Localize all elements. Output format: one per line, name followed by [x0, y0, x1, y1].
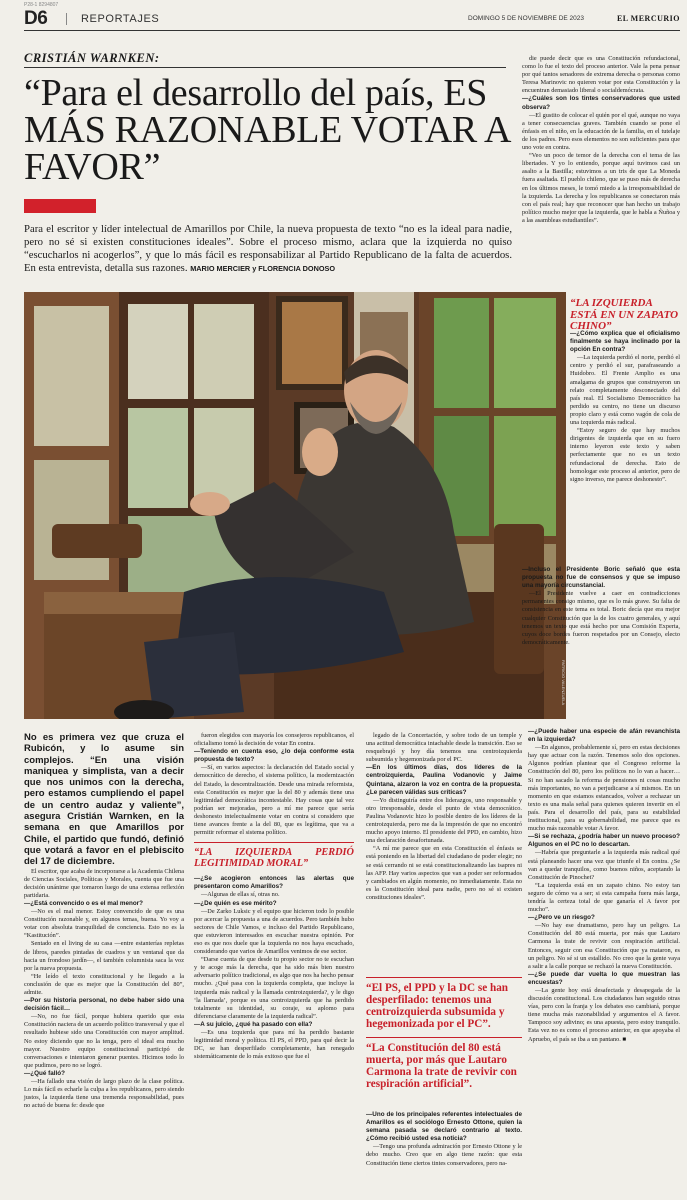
column-3 [366, 732, 522, 902]
question: —Por su historia personal, no debe haber sido una decisión fácil… [24, 997, 184, 1013]
paragraph: —En algunos, probablemente sí, pero en estas decisiones hay que actuar con la razón. Tenemos solo dos opciones. Algunos podrían plantear que el Congreso reforme la Constitución del 80, pero los políticos no lo van a hacer… Si no han sacado la reforma de pensiones ni cosas mucho más importantes, no van a perjudicarse a sí mismos. En un momento en que estamos estancados, volver a rechazar un texto es una mala señal para quienes quieren invertir en el país. Para el desarrollo del país, para su estabilidad institucional, para su gobernabilidad, me parece que es mucho más razonable votar A favor. [528, 744, 680, 833]
lede [24, 223, 512, 275]
right-column-top [522, 55, 680, 225]
paragraph: “A mí me parece que en esta Constitución el énfasis se está poniendo en la libertad del ciudadano de poder elegir; no se está cerrando ni se está constitucionalizando las isapres ni las AFP. Hay varios aspectos que van a poder ser reformados y cambiados en algún momento, no inmediatamente. Esta no es la Constitución ideal para nadie, pero no sé si existen constituciones ideales”. [366, 845, 522, 901]
paragraph: —La gente hoy está desafectada y desapegada de la discusión constitucional. Los ciudadanos han seguido otras vías, pero con la franja y los debates eso cambiará, porque tiene mucha más razonabilidad y argumentos el A favor. Tampoco soy adivino; es una apuesta, pero estoy tranquilo. Esta vez no es como el proceso anterior, en que apoyaba el Apruebo, el país se iba a un pantano. ■ [528, 987, 680, 1043]
column-4 [528, 728, 680, 1044]
photo-credit: PATRICIO VALENZUELA [561, 660, 566, 706]
question: —¿Pero ve un riesgo? [528, 914, 595, 922]
question: —¿De quién es ese mérito? [194, 899, 277, 907]
paragraph: —Algunas de ellas sí, otras no. [201, 891, 280, 899]
column-3-bottom [366, 1111, 522, 1168]
question: —¿Cuáles son los tintes conservadores que usted observa? [522, 95, 680, 111]
side-column [570, 330, 680, 484]
kicker-rule [24, 67, 506, 68]
question: —En los últimos días, dos líderes de la centroizquierda, Paulina Vodanovic y Jaime Quintana, alzaron la voz en contra de la propuesta. ¿Le parecen válidas sus críticas? [366, 764, 522, 796]
column-1 [24, 732, 184, 1110]
pull-quote-2: “La Constitución del 80 está muerta, por más que Lautaro Carmona la trate de revivir con respiración artificial”. [366, 1037, 522, 1090]
paragraph: —Ha fallado una visión de largo plazo de la clase política. Lo más fácil es echarle la culpa a los republicanos, pero siendo justos, la izquierda tiene una tremenda responsabilidad, pues no actuó de buena fe: desde que [24, 1078, 184, 1110]
paragraph: legado de la Concertación, y sobre todo de un temple y una actitud democrática intachable desde la transición. Eso se resquebrajó y hoy día tenemos una centroizquierda subsumida y hegemonizada por el PC. [366, 732, 522, 764]
paragraph: “Veo un poco de temor de la derecha con el tema de las libertades. Y yo lo entiendo, porque aquí tuvimos casi un asalto a la Bastilla; estuvimos a un tris de que La Moneda fuera asaltada. El pueblo chileno, que se puso más de derecha en los últimos meses, le tomó miedo a la irresponsabilidad de la izquierda. La derecha y los republicanos se conectaron más con el país real; hay que reconocer que han hecho un trabajo político mucho mejor que la izquierda, que le habla a Ñuñoa y a las asambleas estudiantiles”. [522, 152, 680, 224]
paragraph: fueron elegidos con mayoría los consejeros republicanos, el oficialismo tomó la decisión de votar En contra. [194, 732, 354, 748]
paragraph: —Es una izquierda que para mí ha perdido bastante legitimidad moral y política. El PS, el PPD, para qué decir la DC, se han desperfilado completamente, han renegado sistemáticamente de lo más exitoso que fue el [194, 1029, 354, 1061]
byline: MARIO MERCIER y FLORENCIA DONOSO [190, 264, 336, 274]
pull-quote-1: “El PS, el PPD y la DC se han desperfilado: tenemos una centroizquierda subsumida y hegemonizada por el PC”. [366, 977, 522, 1030]
question: —A su juicio, ¿qué ha pasado con ella? [194, 1020, 313, 1028]
paragraph: —El Presidente vuelve a caer en contradicciones permanentes consigo mismo, que es lo más grave. Su falta de consistencia en este tema es total. Boric decía que era mejor cualquier Constitución que la de los cuatro generales, y aquí tenemos un texto que está hecho por una Comisión Experta, cuyos doce bordes fueron respetados por un Consejo, electo democráticamente. [522, 590, 680, 646]
page-header [24, 8, 680, 31]
paragraph: —La izquierda perdió el norte, perdió el centro y perdió el sur, parafraseando a Huidobro. El Frente Amplio es una amalgama de grupos que construyeron un relato completamente desconectado del país real. El Socialismo Democrático ha perdido su centro, no tiene un discurso propio claro y está como vagón de cola de una izquierda más radical. [570, 354, 680, 427]
page-code: P28-1 8294807 [24, 2, 59, 8]
paragraph: “La izquierda está en un zapato chino. No estoy tan seguro de cómo va a ser; si esta campaña fuera más larga, tendría la certeza total de que ganaría el A favor por mucho”. [528, 881, 680, 914]
paragraph: Sentado en el living de su casa —entre estanterías repletas de libros, paredes pintadas de cuadros y un ventanal que da hacia un frondoso jardín—, el también columnista saca la voz por la nueva propuesta. [24, 940, 184, 972]
question: —¿Está convencido o es el mal menor? [24, 899, 143, 907]
paragraph: “Darse cuenta de que desde tu propio sector no te escuchan y te acoge más la derecha, que ha sido más bien nuestro adversario político tradicional, es algo que nos ha hecho pensar mucho. ¿Qué pasa con la izquierda completa, que incluye la izquierda más radical y la llamada centroizquierda?, y le digo ‘la llamada’, porque es una centroizquierda que ha perdido totalmente su identidad, su coraje, su aplomo para diferenciarse claramente de la izquierda radical”. [194, 956, 354, 1020]
paragraph: “Estoy seguro de que hay muchos dirigentes de izquierda que en su fuero interno leyeron este texto y saben perfectamente que no es un texto refundacional de derecha. Esto de homologar este proceso al anterior, pero de signo inverso, me parece deshonesto”. [570, 427, 680, 483]
accent-bar [24, 199, 96, 213]
column-2-body-b [194, 875, 354, 1061]
question: —¿Se puede dar vuelta lo que muestran las encuestas? [528, 970, 680, 986]
paragraph: El escritor, que acaba de incorporarse a la Academia Chilena de Ciencias Sociales, Políticas y Morales, cuenta que fue una decisión unánime que tomaron luego de una extensa reflexión partidaria. [24, 867, 184, 899]
paragraph: die puede decir que es una Constitución refundacional, como lo fue el texto del proceso anterior. Vale la pena pensar por qué tantos senadores de extrema derecha o personas como Teresa Marinovic no quieren votar por esta Constitución y la encuentran demasiado liberal o socialdemócrata. [522, 55, 680, 95]
page-number: D6 [24, 8, 48, 29]
question: —Uno de los principales referentes intelectuales de Amarillos es el sociólogo Ernesto Ottone, quien la semana pasada se declaró contrario al texto. ¿Cómo recibió usted esa noticia? [366, 1111, 522, 1143]
column-2-body [194, 732, 354, 837]
paragraph: “He leído el texto constitucional y he llegado a la conclusión de que es mejor que la Constitución del 80”, admite. [24, 972, 184, 996]
question: —Incluso el Presidente Boric señaló que esta propuesta no fue de consensos y que se impuso una mayoría circunstancial. [522, 566, 680, 590]
question: —¿Qué falló? [24, 1069, 65, 1077]
section-name: REPORTAJES [66, 13, 159, 25]
kicker: CRISTIÁN WARNKEN: [24, 51, 160, 65]
paragraph: —Tengo una profunda admiración por Ernesto Ottone y le debo mucho. Creo que en algo tiene razón: que esta Constitución tiene ciertos tintes conservadores, pero na- [366, 1143, 522, 1167]
question: —¿Cómo explica que el oficialismo finalmente se haya inclinado por la opción En contra? [570, 330, 680, 354]
column-2 [194, 732, 354, 1061]
paragraph: —No es el mal menor. Estoy convencido de que es una Constitución razonable y, en algunos temas, buena. Yo voy a votar con absoluta tranquilidad de conciencia. Esto no es la “Kastitución”. [24, 908, 184, 940]
question: —¿Se acogieron entonces las alertas que presentaron como Amarillos? [194, 875, 354, 891]
issue-date: DOMINGO 5 DE NOVIEMBRE DE 2023 [468, 15, 584, 22]
question: —Teniendo en cuenta eso, ¿lo deja conforme esta propuesta de texto? [194, 748, 354, 764]
question: —¿Puede haber una especie de afán revanchista en la izquierda? [528, 728, 680, 744]
newspaper-name: EL MERCURIO [616, 14, 680, 23]
paragraph: —Habría que preguntarle a la izquierda más radical qué está planeando hacer una vez que triunfe el En contra. ¿Se van a quedar tranquilos, como buenos niños, aceptando la Constitución de Pinochet? [528, 849, 680, 881]
question: —Si se rechaza, ¿podría haber un nuevo proceso? Algunos en el PC no lo descartan. [528, 833, 680, 849]
intro-paragraph: No es primera vez que cruza el Rubicón, y lo asume sin complejos. “En una visión maniquea y simplista, van a decir que nos unimos con la derecha, pero estamos cumpliendo el papel de un centro audaz y valiente”, asegura Cristián Warnken, en la semana en que Amarillos por Chile, el partido que fundó, definió que votará a favor en el plebiscito del 17 de diciembre. [24, 732, 184, 868]
paragraph: —No, no fue fácil, porque hubiera querido que esta Constitución naciera de un acuerdo político transversal y que el resultado hubiese sido una Constitución con mayor amplitud. No estoy diciendo que no la tenga, pero el ideal era mucho mayor. Nuestro equipo constitucional participó de conversaciones e intentaron generar puentes. Hicimos todo lo que pudimos, pero no se logró. [24, 1013, 184, 1069]
side-subhead: “LA IZQUIERDA ESTÁ EN UN ZAPATO CHINO” [570, 297, 679, 332]
headline: “Para el desarrollo del país, ES MÁS RAZONABLE VOTAR A FAVOR” [24, 72, 510, 188]
paragraph: —Yo distinguiría entre dos liderazgos, uno responsable y otro irresponsable, desde el punto de vista democrático. Paulina Vodanovic hizo lo posible dentro de los líderes de la centroizquierda, pero me da la impresión de que no encontró mucho apoyo interno. El presidente del PPD, en cambio, hizo una declaración desafortunada. [366, 796, 522, 845]
interview-photo [24, 292, 566, 719]
paragraph: —El gustito de colocar el quién por el qué, aunque no vaya a tener consecuencias graves. También cuando se pone el énfasis en el niño, en la educación de la familia, en el tutelaje de los padres. Pero esos elementos no son suficientes para que uno vote en contra. [522, 111, 680, 152]
column-2-subhead: “LA IZQUIERDA PERDIÓ LEGITIMIDAD MORAL” [194, 842, 354, 869]
lede-text: Para el escritor y líder intelectual de Amarillos por Chile, la nueva propuesta de texto “no es la ideal para nadie, pero no sé si existen constituciones ideales”. Sobre el proceso mismo, aclara que la izquierda no quiso “escucharlos ni acogerlos”, y que lo más fácil es responsabilizar al Partido Republicano de la falta de acuerdos. En esta entrevista, detalla sus razones. [24, 223, 512, 275]
paragraph: —De Zarko Luksic y el equipo que hicieron todo lo posible por acercar la propuesta a una de acuerdos. Pero también hubo sectores de Chile Vamos, e incluso del Partido Republicano, que estuvieron interesados en escuchar nuestra opinión. Por eso es que nos duele que la izquierda no nos haya escuchado, considerando que varios de Amarillos venimos de ese sector. [194, 907, 354, 956]
paragraph: —No hay ese dramatismo, pero hay un peligro. La Constitución del 80 está muerta, por más que Lautaro Carmona la trate de revivir con respiración artificial. Entonces, seguir con esa Constitución que ya mataron, es un peligro. No sé si un estallido. No creo que la gente vaya a salir a la calle porque se rechazó la nueva Constitución. [528, 922, 680, 970]
column-1-body [24, 868, 184, 1111]
right-column-bottom [522, 566, 680, 647]
paragraph: —Sí, en varios aspectos: la declaración del Estado social y democrático de derecho, el sistema político, la modernización del Estado, la descentralización. Desde una mirada reformista, esta Constitución es mejor que la del 80 y además tiene una legitimidad democrática incontestable. Hay cosas que tal vez podrían ser mejoradas, pero a mí me parece que sería deshonesto intelectualmente votar en contra si considero que tiene avances frente a la del 80, que es legítima, que va a permitir reformar el sistema político. [194, 764, 354, 837]
